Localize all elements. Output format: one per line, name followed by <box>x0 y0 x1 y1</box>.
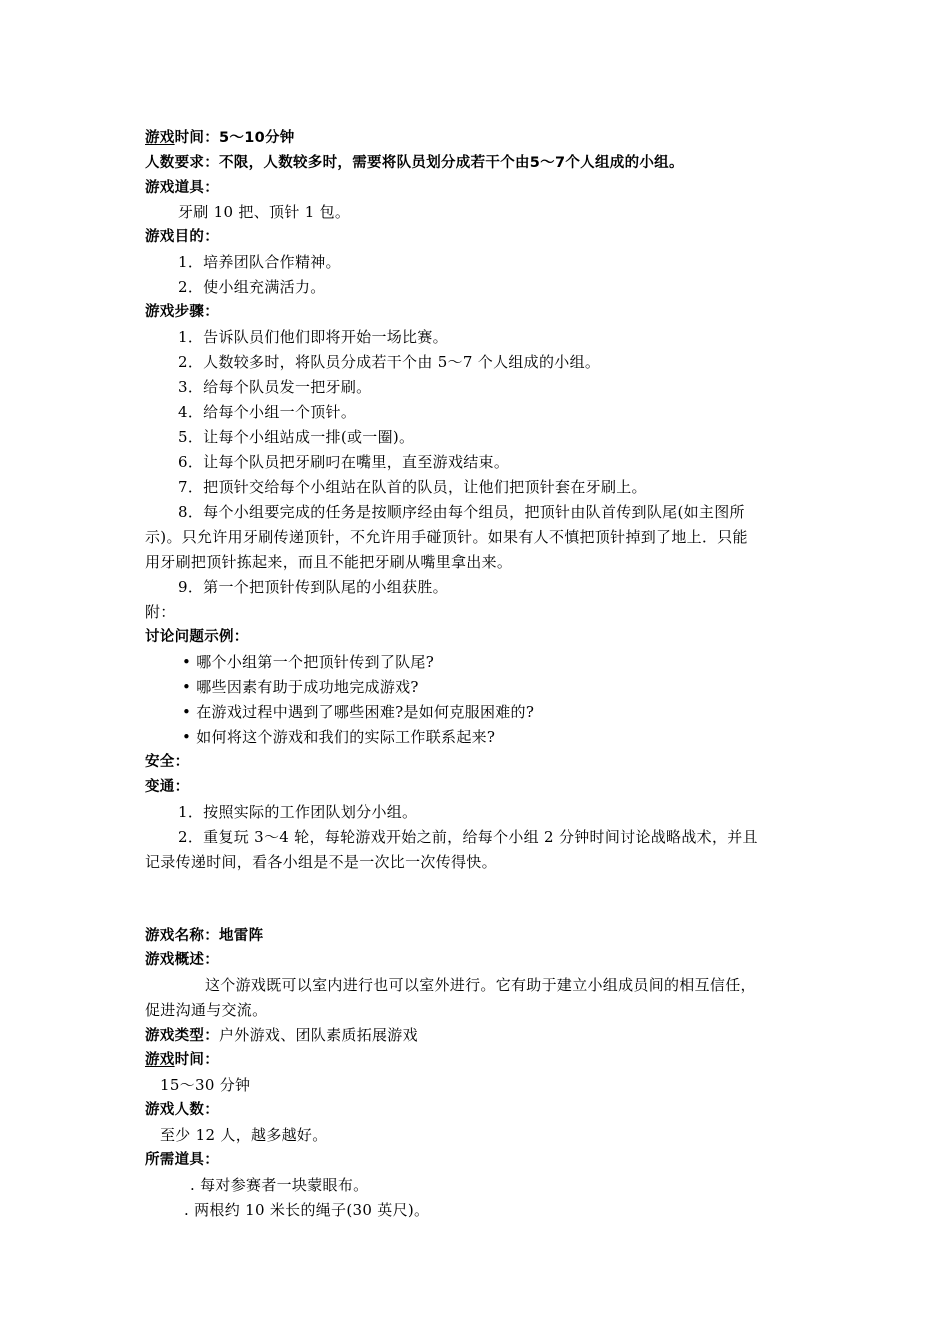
required-props-heading: 所需道具： <box>145 1152 219 1168</box>
props-text: 牙刷 10 把、顶针 1 包。 <box>178 203 351 221</box>
game-time-text: 15～30 分钟 <box>160 1076 251 1094</box>
variation-item-2-line-2: 记录传递时间，看各小组是不是一次比一次传得快。 <box>145 853 497 871</box>
people-count-heading: 游戏人数： <box>145 1102 219 1118</box>
game-time-label-underlined: 游戏 <box>145 130 175 146</box>
required-prop-item: . 每对参赛者一块蒙眼布。 <box>190 1176 369 1194</box>
game-time-text: 时间：5～10分钟 <box>174 130 295 146</box>
goal-item: 1．培养团队合作精神。 <box>178 253 341 271</box>
required-prop-item: . 两根约 10 米长的绳子(30 英尺)。 <box>184 1201 430 1219</box>
discussion-item: • 如何将这个游戏和我们的实际工作联系起来? <box>182 728 496 746</box>
step-item: 3．给每个队员发一把牙刷。 <box>178 378 372 396</box>
variation-item-2-line-1: 2．重复玩 3～4 轮，每轮游戏开始之前，给每个小组 2 分钟时间讨论战略战术，并且 <box>178 828 758 846</box>
safety-heading: 安全： <box>145 754 190 770</box>
game-name-heading: 游戏名称：地雷阵 <box>145 928 264 944</box>
step-8-line-2: 示)。只允许用牙刷传递顶针，不允许用手碰顶针。如果有人不慎把顶针掉到了地上．只能 <box>145 528 748 546</box>
discussion-item: • 哪个小组第一个把顶针传到了队尾? <box>182 653 435 671</box>
game-type-text: 户外游戏、团队素质拓展游戏 <box>219 1026 418 1044</box>
game-time-label-underlined: 游戏 <box>145 1052 175 1068</box>
step-8-line-1: 8．每个小组要完成的任务是按顺序经由每个组员，把顶针由队首传到队尾(如主图所 <box>178 503 745 521</box>
step-item: 7．把顶针交给每个小组站在队首的队员，让他们把顶针套在牙刷上。 <box>178 478 647 496</box>
step-9: 9．第一个把顶针传到队尾的小组获胜。 <box>178 578 448 596</box>
steps-heading: 游戏步骤： <box>145 304 219 320</box>
overview-line-2: 促进沟通与交流。 <box>145 1001 268 1019</box>
game-time-label-rest: 时间： <box>174 1052 220 1068</box>
game-type-label: 游戏类型： <box>145 1028 219 1044</box>
game-time-heading <box>145 126 295 150</box>
step-item: 5．让每个小组站成一排(或一圈)。 <box>178 428 415 446</box>
game-time-heading-2 <box>145 1048 219 1072</box>
goal-item: 2．使小组充满活力。 <box>178 278 326 296</box>
variation-heading: 变通： <box>145 779 190 795</box>
step-8-line-3: 用牙刷把顶针拣起来，而且不能把牙刷从嘴里拿出来。 <box>145 553 513 571</box>
people-requirement: 人数要求：不限，人数较多时，需要将队员划分成若干个由5～7个人组成的小组。 <box>145 155 684 171</box>
step-item: 4．给每个小组一个顶针。 <box>178 403 357 421</box>
step-item: 6．让每个队员把牙刷叼在嘴里，直至游戏结束。 <box>178 453 510 471</box>
goal-heading: 游戏目的： <box>145 229 219 245</box>
appendix-label: 附： <box>145 603 176 621</box>
game-type-line <box>145 1023 418 1048</box>
discussion-item: • 在游戏过程中遇到了哪些困难?是如何克服困难的? <box>182 703 535 721</box>
props-heading: 游戏道具： <box>145 180 219 196</box>
overview-heading: 游戏概述： <box>145 952 219 968</box>
step-item: 2．人数较多时，将队员分成若干个由 5～7 个人组成的小组。 <box>178 353 601 371</box>
variation-item: 1．按照实际的工作团队划分小组。 <box>178 803 418 821</box>
overview-line-1: 这个游戏既可以室内进行也可以室外进行。它有助于建立小组成员间的相互信任， <box>205 976 756 994</box>
people-count-text: 至少 12 人，越多越好。 <box>160 1126 328 1144</box>
step-item: 1．告诉队员们他们即将开始一场比赛。 <box>178 328 448 346</box>
discussion-item: • 哪些因素有助于成功地完成游戏? <box>182 678 419 696</box>
discussion-heading: 讨论问题示例： <box>145 629 249 645</box>
